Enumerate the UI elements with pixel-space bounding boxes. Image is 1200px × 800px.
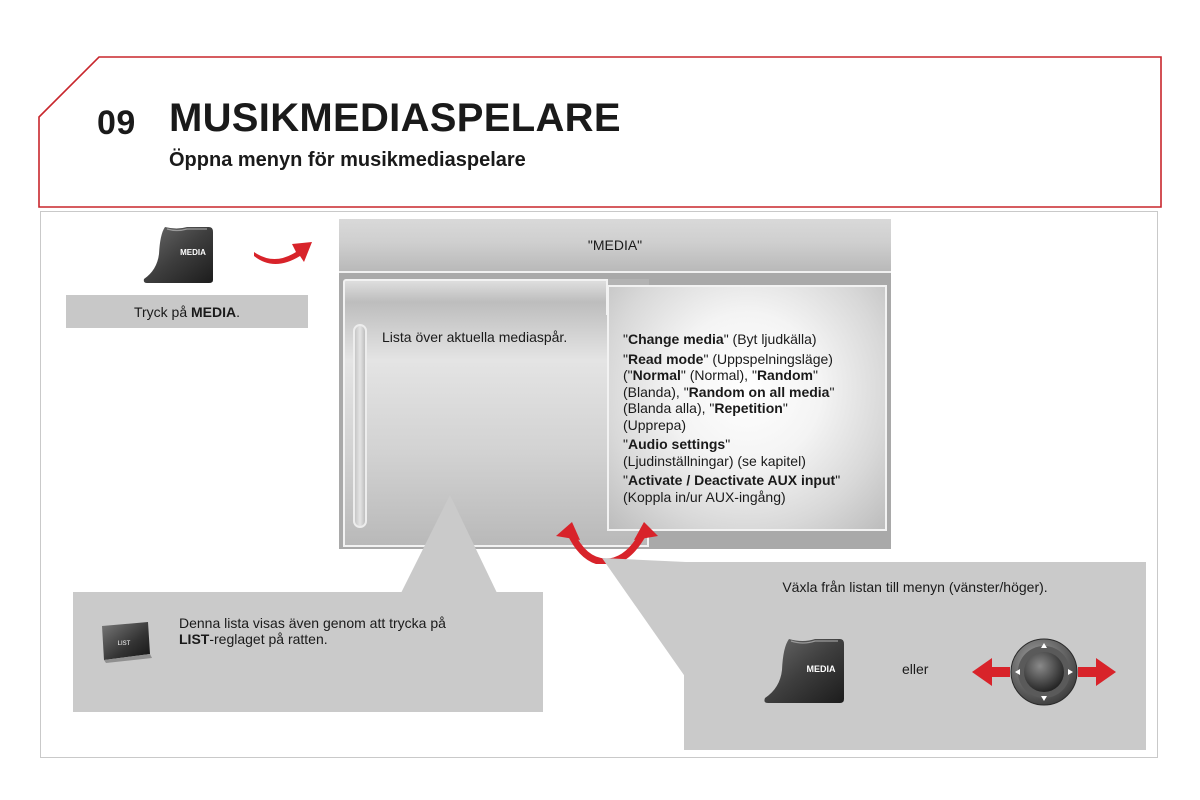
- menu-item-aux-input[interactable]: [623, 472, 885, 505]
- curved-arrow-right-icon: [252, 232, 314, 268]
- screen-header: [339, 219, 891, 271]
- menu-item-audio-settings[interactable]: [623, 436, 885, 469]
- menu-item-text: (Blanda), ": [623, 383, 689, 400]
- or-label: eller: [902, 661, 929, 677]
- media-button-icon: [763, 636, 845, 704]
- menu-item-read-mode[interactable]: [623, 351, 885, 434]
- menu-item-change-media[interactable]: "Change media" (Byt ljudkälla): [623, 331, 817, 347]
- menu-item-keyword: Activate / Deactivate AUX input: [627, 472, 836, 488]
- menu-item-keyword: Audio settings: [627, 436, 726, 452]
- menu-item-text: ": [829, 383, 835, 400]
- menu-item-keyword: Repetition: [714, 400, 783, 416]
- menu-item-text: " (Normal), ": [680, 367, 757, 383]
- menu-item-text: ": [623, 350, 628, 367]
- menu-item-text: (Blanda alla), ": [623, 400, 715, 416]
- menu-item-text: ": [812, 367, 818, 383]
- menu-item-text: (Upprepa): [623, 416, 687, 433]
- menu-item-text: (Koppla in/ur AUX-ingång): [623, 488, 786, 505]
- menu-item-keyword: Random on all media: [688, 383, 830, 400]
- page-title: MUSIKMEDIASPELARE: [169, 96, 621, 140]
- screen-divider: [339, 271, 891, 273]
- menu-item-text: ": [623, 436, 628, 452]
- media-button-label: MEDIA: [806, 664, 836, 674]
- list-button-icon: [98, 620, 154, 664]
- menu-item-text: ": [782, 400, 788, 416]
- switch-callout-text: Växla från listan till menyn (vänster/höger).: [782, 579, 1048, 595]
- press-caption: Tryck på MEDIA .: [66, 295, 308, 328]
- media-menu: [623, 331, 885, 508]
- callout-pointer: [380, 495, 500, 595]
- chapter-number: 09: [97, 104, 136, 142]
- media-button-label: MEDIA: [180, 248, 206, 257]
- screen-title: "MEDIA": [587, 237, 643, 253]
- page-subtitle: Öppna menyn för musikmediaspelare: [169, 149, 526, 171]
- menu-item-keyword: Normal: [632, 367, 681, 383]
- menu-item-text: ": [835, 472, 841, 488]
- menu-item-text: ": [623, 472, 628, 488]
- joystick-left-right-icon: [970, 636, 1118, 708]
- track-list-caption: Lista över aktuella mediaspår.: [382, 329, 568, 345]
- menu-item-keyword: Read mode: [627, 350, 704, 367]
- media-button-icon: [143, 224, 213, 284]
- menu-item-text: ": [725, 436, 731, 452]
- menu-item-text: (": [623, 367, 633, 383]
- list-button-label: LIST: [117, 641, 131, 647]
- list-scrollbar[interactable]: [353, 324, 367, 528]
- menu-item-text: " (Uppspelningsläge): [703, 350, 833, 367]
- menu-item-keyword: Random: [756, 367, 813, 383]
- list-callout-text: Denna lista visas även genom att trycka på LIST-reglaget på ratten.: [179, 615, 446, 647]
- menu-item-text: (Ljudinställningar) (se kapitel): [623, 452, 806, 469]
